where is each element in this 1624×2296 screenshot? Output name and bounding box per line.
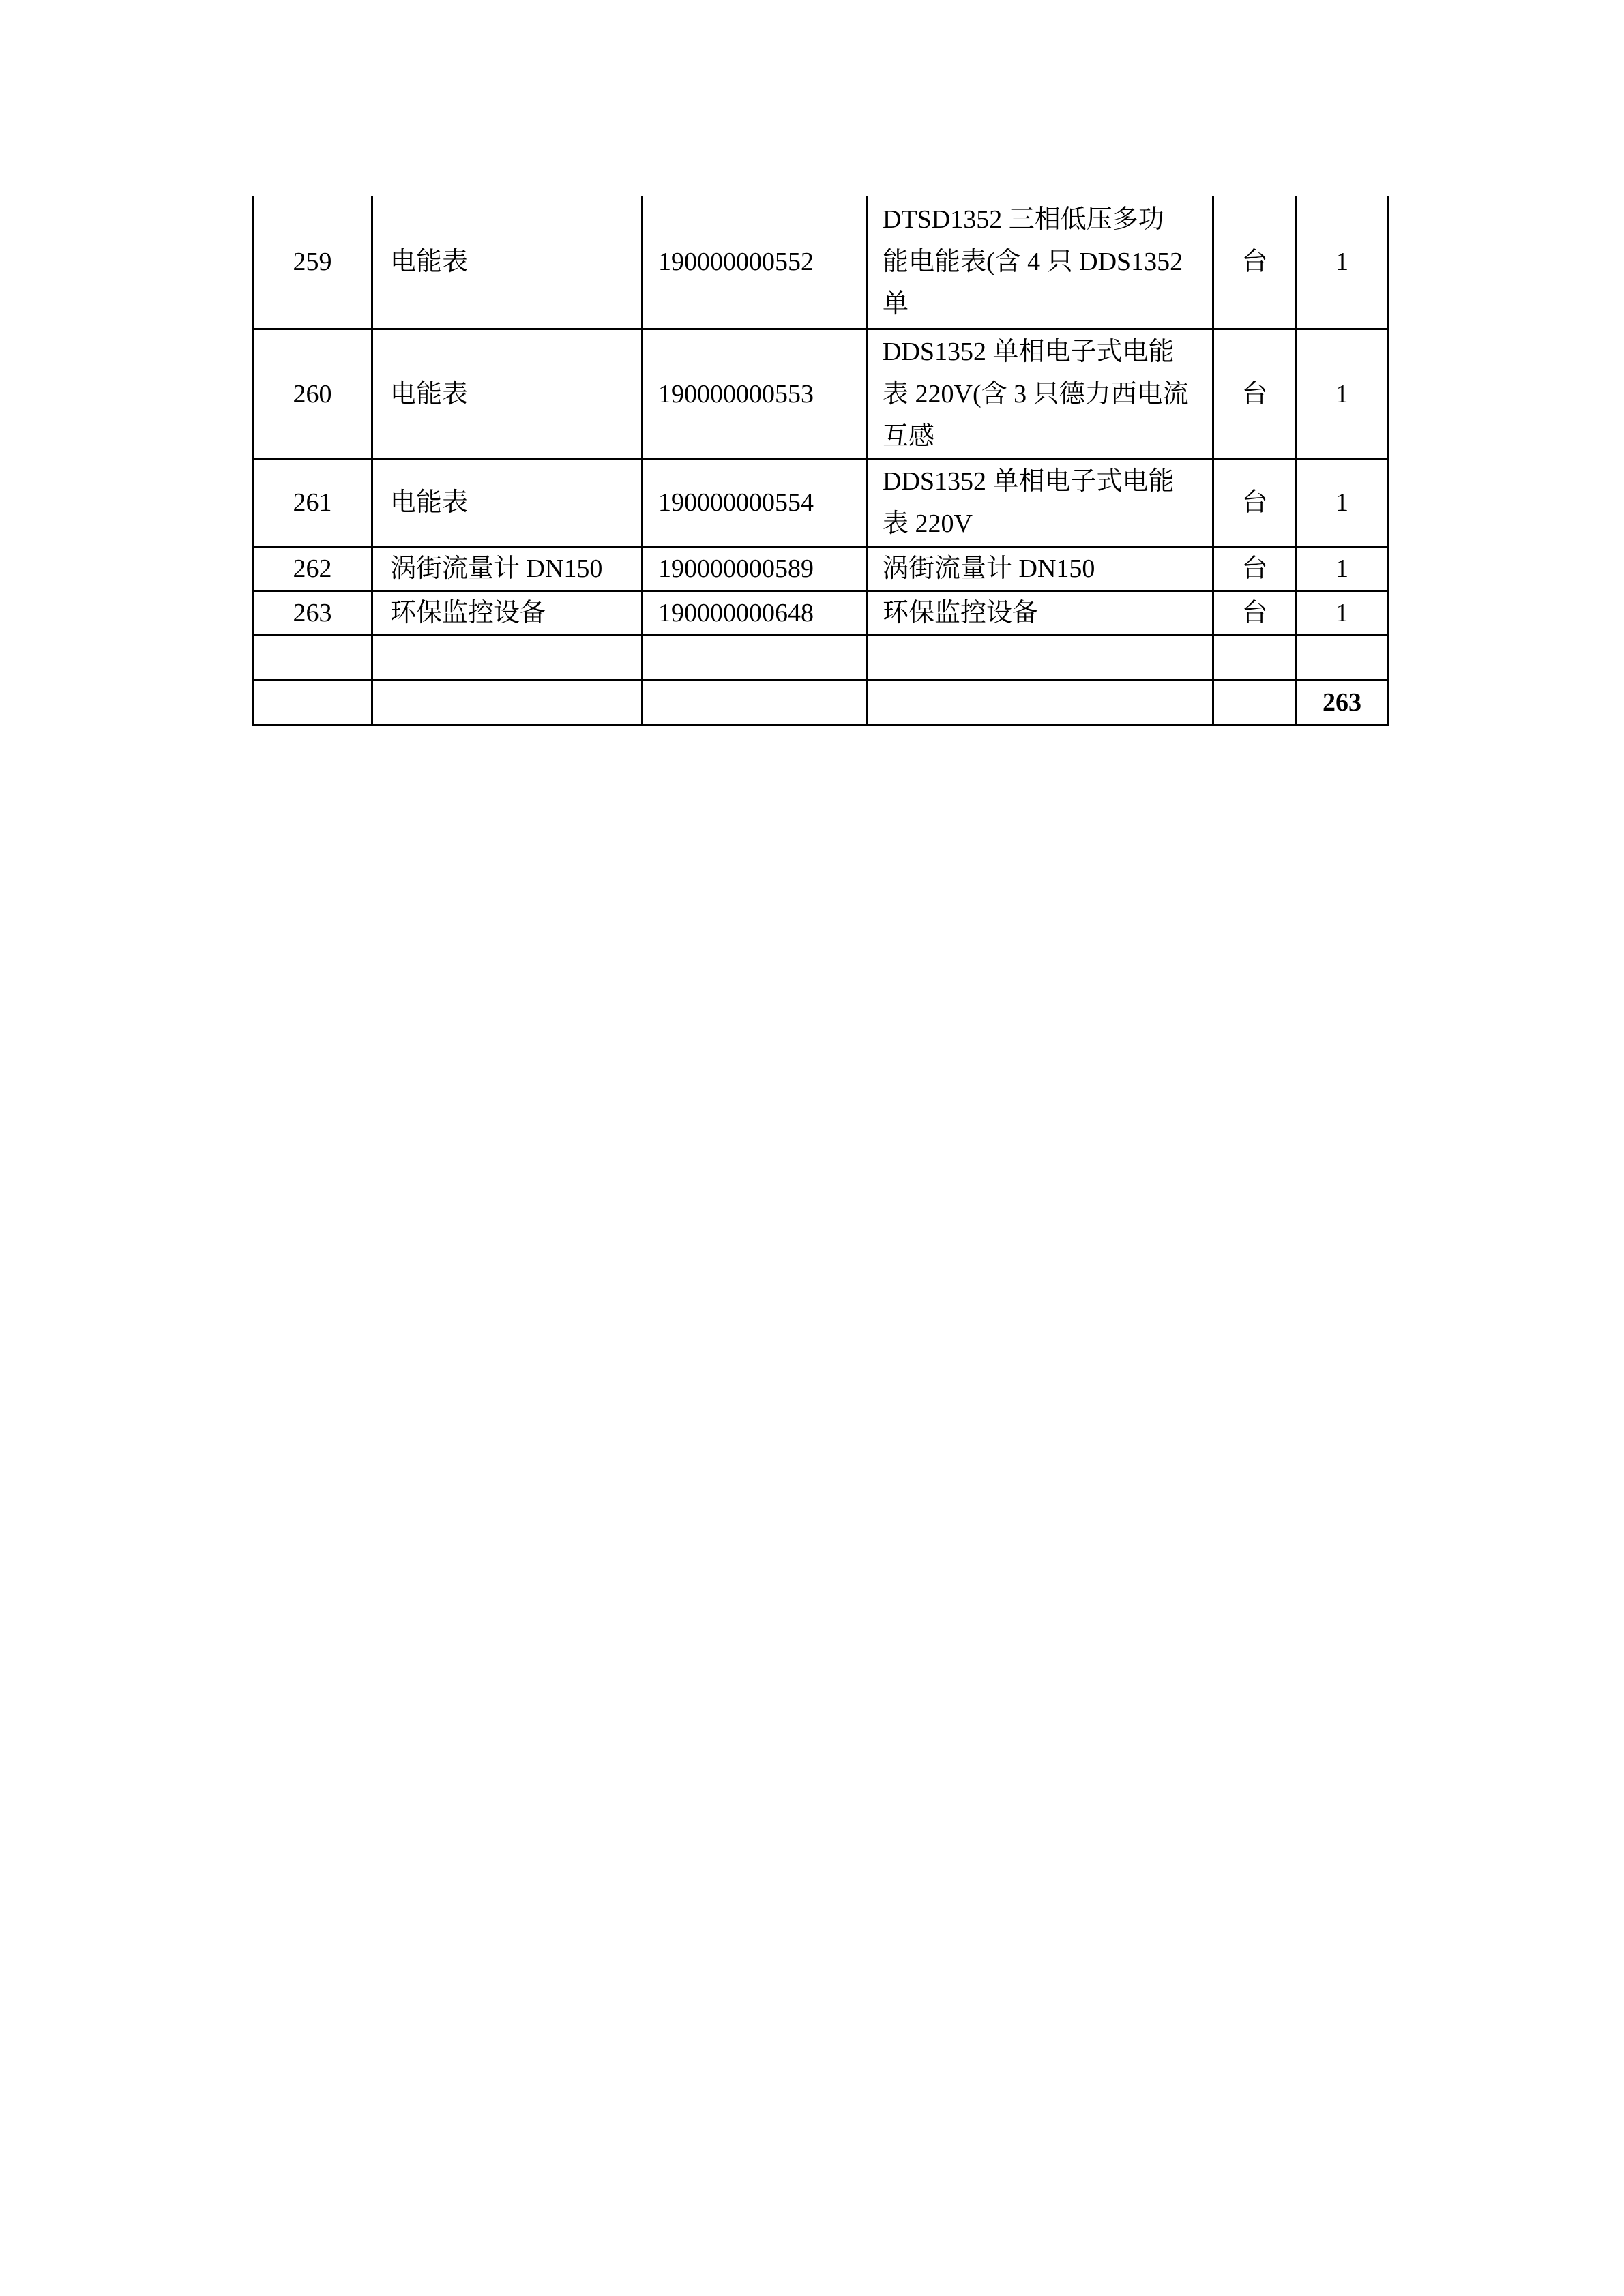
item-code: 190000000553	[643, 329, 867, 459]
total-quantity: 263	[1297, 680, 1388, 725]
item-unit: 台	[1213, 329, 1297, 459]
item-spec: DDS1352 单相电子式电能 表 220V(含 3 只德力西电流 互感	[867, 329, 1213, 459]
empty-cell	[253, 635, 372, 680]
table-row	[253, 196, 1388, 329]
item-qty: 1	[1297, 591, 1388, 635]
table-row	[253, 329, 1388, 459]
item-spec: DTSD1352 三相低压多功 能电能表(含 4 只 DDS1352 单	[867, 196, 1213, 329]
item-code: 190000000552	[643, 196, 867, 329]
empty-row	[253, 635, 1388, 680]
item-qty: 1	[1297, 459, 1388, 546]
empty-cell	[253, 680, 372, 725]
row-number: 261	[253, 459, 372, 546]
item-spec: DDS1352 单相电子式电能 表 220V	[867, 459, 1213, 546]
table-row	[253, 459, 1388, 546]
item-name: 电能表	[372, 196, 643, 329]
item-name: 电能表	[372, 329, 643, 459]
item-code: 190000000648	[643, 591, 867, 635]
table-row	[253, 546, 1388, 591]
item-name: 涡街流量计 DN150	[372, 546, 643, 591]
item-name: 环保监控设备	[372, 591, 643, 635]
row-number: 259	[253, 196, 372, 329]
empty-cell	[1213, 635, 1297, 680]
item-code: 190000000589	[643, 546, 867, 591]
row-number: 262	[253, 546, 372, 591]
item-unit: 台	[1213, 459, 1297, 546]
item-name: 电能表	[372, 459, 643, 546]
item-qty: 1	[1297, 196, 1388, 329]
empty-cell	[372, 635, 643, 680]
equipment-table	[252, 196, 1389, 726]
item-spec: 环保监控设备	[867, 591, 1213, 635]
item-spec: 涡街流量计 DN150	[867, 546, 1213, 591]
item-qty: 1	[1297, 329, 1388, 459]
item-code: 190000000554	[643, 459, 867, 546]
table-row	[253, 591, 1388, 635]
total-row	[253, 680, 1388, 725]
item-qty: 1	[1297, 546, 1388, 591]
row-number: 263	[253, 591, 372, 635]
empty-cell	[372, 680, 643, 725]
empty-cell	[867, 635, 1213, 680]
empty-cell	[867, 680, 1213, 725]
item-unit: 台	[1213, 196, 1297, 329]
empty-cell	[643, 680, 867, 725]
item-unit: 台	[1213, 591, 1297, 635]
empty-cell	[643, 635, 867, 680]
empty-cell	[1213, 680, 1297, 725]
empty-cell	[1297, 635, 1388, 680]
row-number: 260	[253, 329, 372, 459]
item-unit: 台	[1213, 546, 1297, 591]
